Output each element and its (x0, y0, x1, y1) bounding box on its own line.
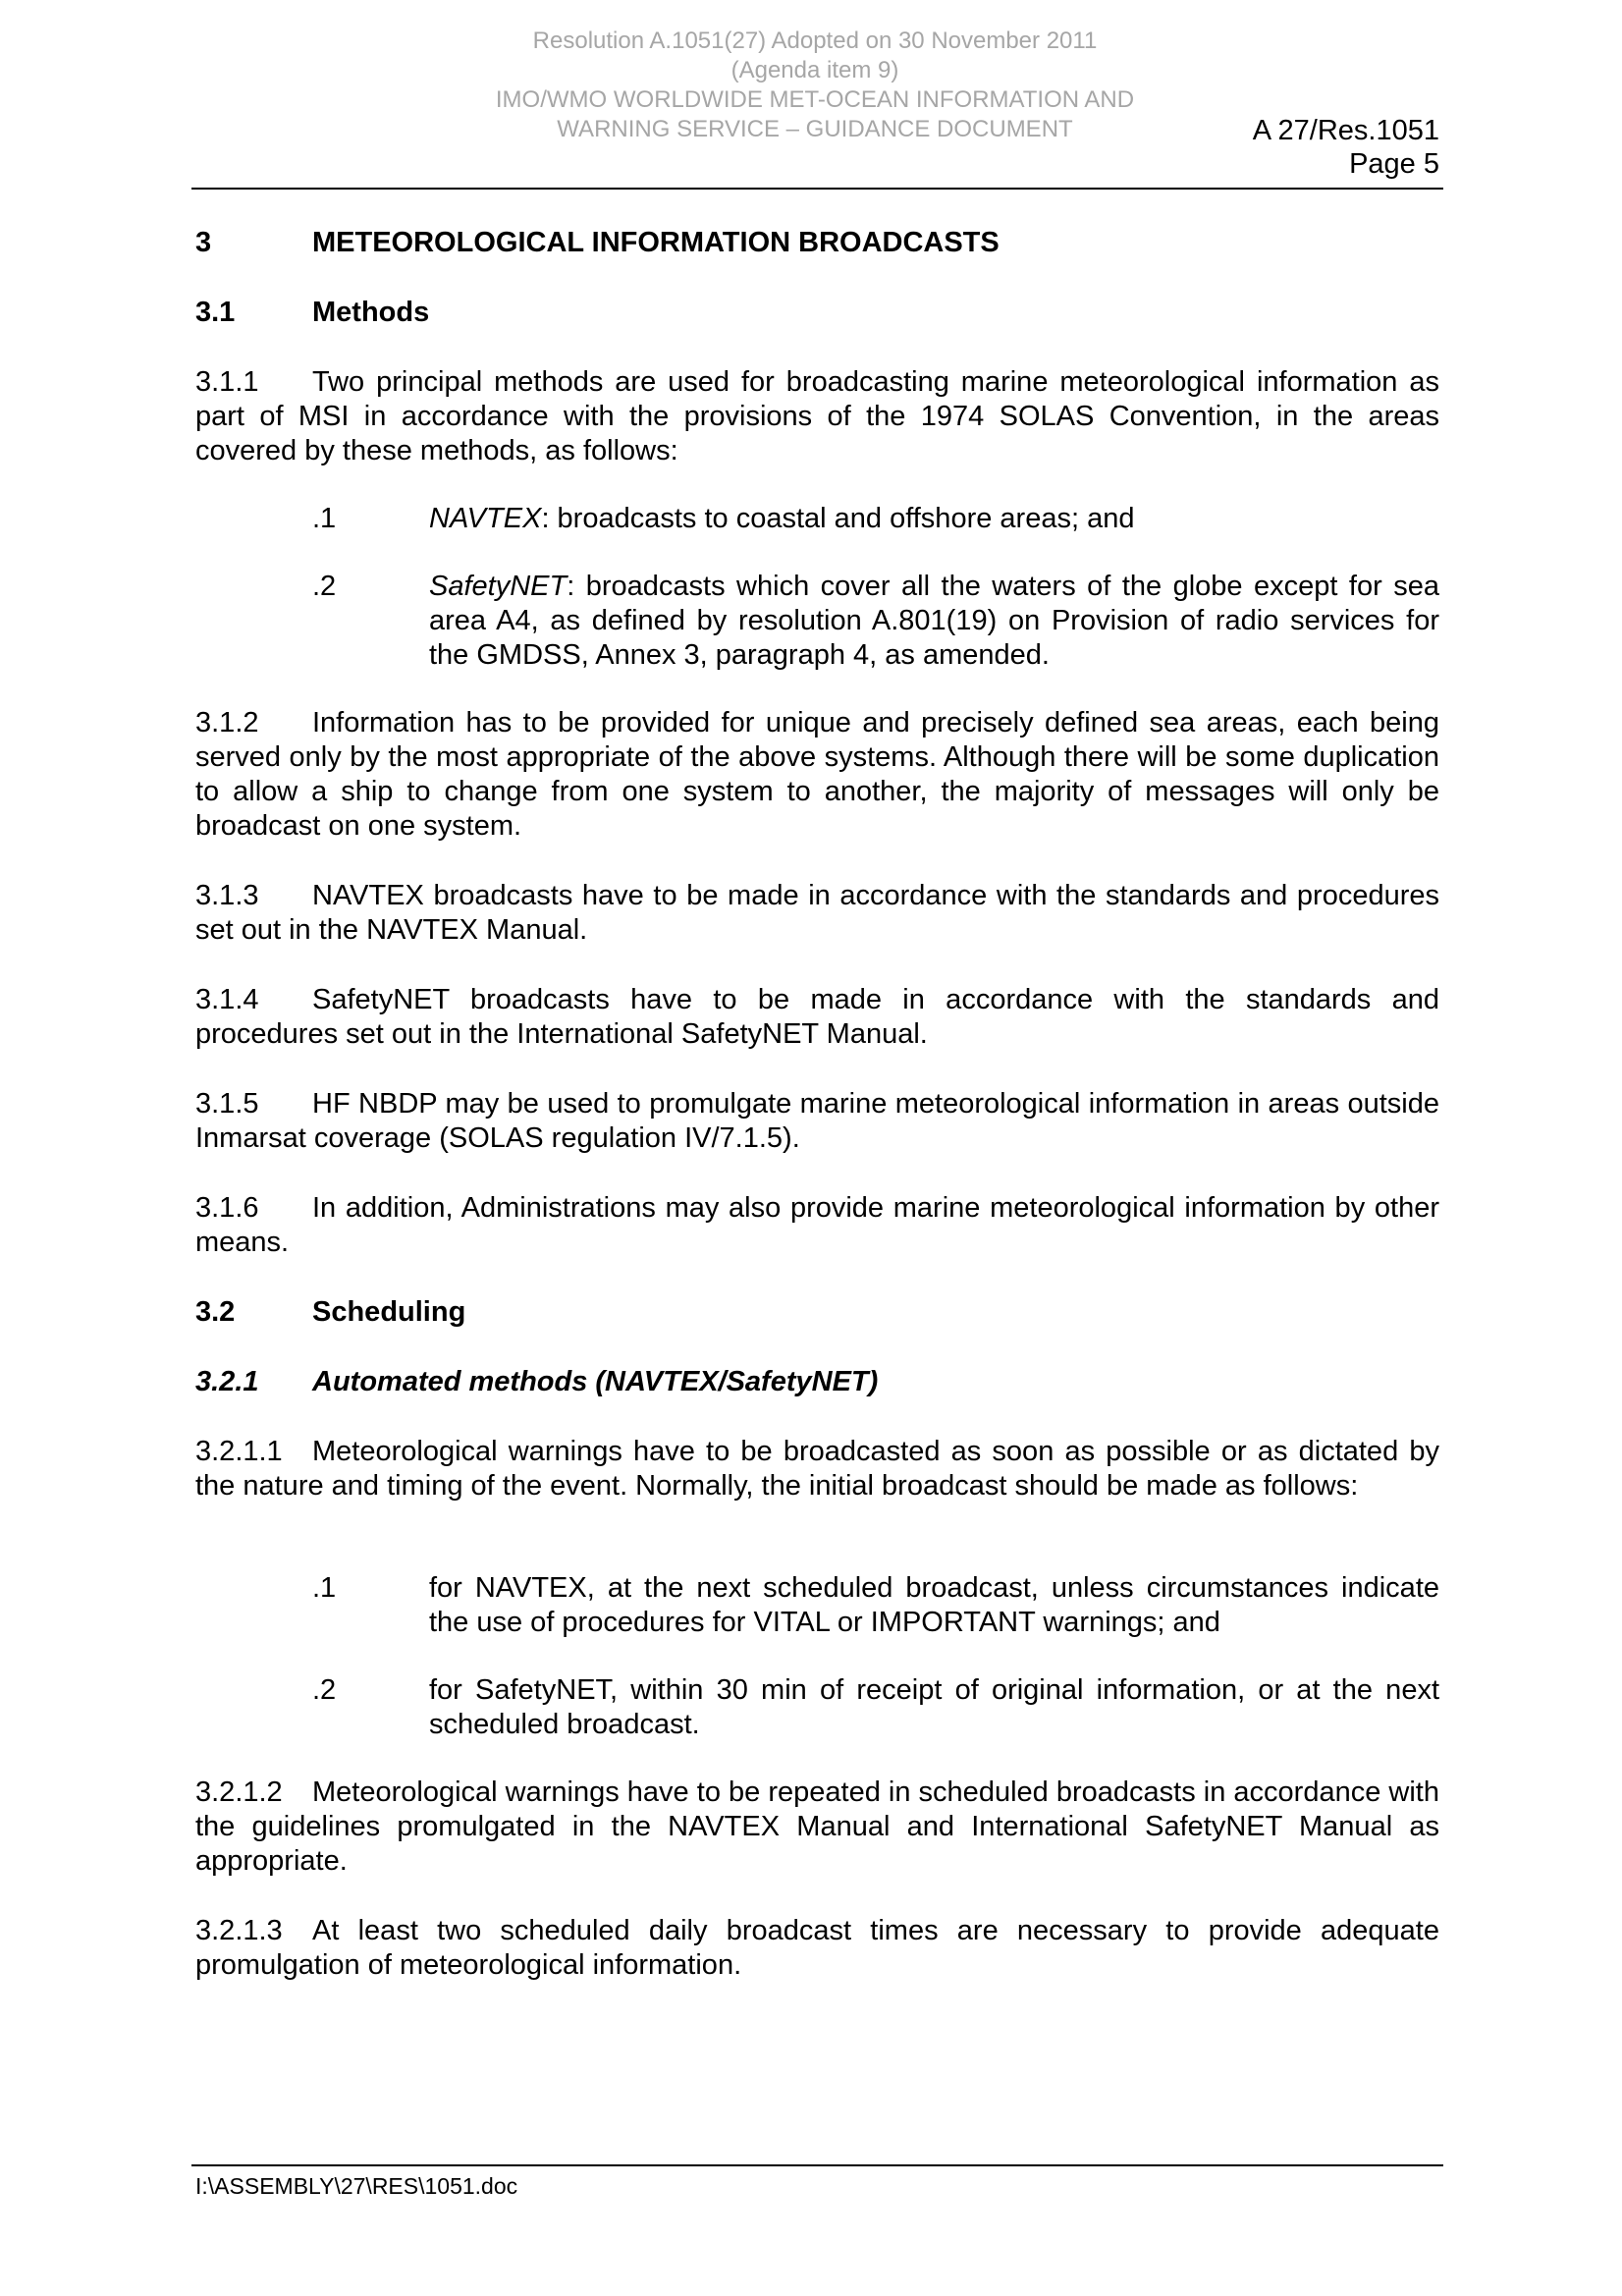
paragraph-number: 3.2.1.2 (195, 1777, 283, 1808)
section-number: 3.2 (195, 1296, 236, 1328)
paragraph-number: 3.1.2 (195, 707, 259, 738)
header-rule (191, 188, 1443, 190)
paragraph-3-1-1 (195, 365, 1439, 468)
list-item-text: for NAVTEX, at the next scheduled broadcast, unless circumstances indicate the use of procedures for VITAL or IMPORTANT warnings; and (429, 1572, 1439, 1638)
section-number: 3.2.1 (195, 1366, 259, 1397)
paragraph-text: NAVTEX broadcasts have to be made in accordance with the standards and procedures set out in the NAVTEX Manual. (195, 880, 1439, 946)
paragraph-number: 3.1.1 (195, 366, 259, 398)
paragraph-3-1-6 (195, 1191, 1439, 1260)
list-item-3-2-1-1-2 (312, 1673, 1439, 1742)
list-item-term: NAVTEX (429, 503, 542, 534)
document-reference (1253, 114, 1439, 181)
section-heading-3 (195, 226, 1439, 260)
paragraph-number: 3.1.3 (195, 880, 259, 911)
paragraph-number: 3.1.4 (195, 984, 259, 1015)
watermark-line-2: (Agenda item 9) (730, 57, 899, 83)
paragraph-3-1-4 (195, 983, 1439, 1052)
paragraph-number: 3.1.6 (195, 1192, 259, 1224)
list-item-term: SafetyNET (429, 571, 568, 602)
list-item-number: .1 (312, 1572, 337, 1604)
list-item-number: .2 (312, 571, 337, 602)
section-title: Automated methods (NAVTEX/SafetyNET) (312, 1366, 879, 1397)
list-item-3-1-1-2 (312, 570, 1439, 673)
list-item-text: for SafetyNET, within 30 min of receipt of original information, or at the next scheduled broadcast. (429, 1674, 1439, 1740)
paragraph-3-2-1-3 (195, 1914, 1439, 1983)
paragraph-3-2-1-1 (195, 1435, 1439, 1503)
section-heading-3-1 (195, 296, 1439, 330)
paragraph-text: Information has to be provided for unique and precisely defined sea areas, each being served only by the most appropriate of the above systems. Although there will be some duplication to allow a ship to change from one system to another, the majority of messages will only be broadcast on one system. (195, 707, 1439, 842)
paragraph-number: 3.2.1.3 (195, 1915, 283, 1946)
paragraph-text: HF NBDP may be used to promulgate marine meteorological information in areas outside Inmarsat coverage (SOLAS regulation IV/7.1.5). (195, 1088, 1439, 1154)
page-number: Page 5 (1349, 148, 1439, 180)
paragraph-text: Two principal methods are used for broadcasting marine meteorological information as part of MSI in accordance with the provisions of the 1974 SOLAS Convention, in the areas covered by these methods, as follows: (195, 366, 1439, 466)
list-item-3-2-1-1-1 (312, 1571, 1439, 1640)
watermark-line-1: Resolution A.1051(27) Adopted on 30 November 2011 (532, 27, 1098, 54)
footer-file-path: I:\ASSEMBLY\27\RES\1051.doc (195, 2173, 518, 2199)
paragraph-3-1-5 (195, 1087, 1439, 1156)
paragraph-3-1-2 (195, 706, 1439, 844)
paragraph-3-2-1-2 (195, 1776, 1439, 1879)
section-title: Scheduling (312, 1296, 466, 1328)
watermark-line-3: IMO/WMO WORLDWIDE MET-OCEAN INFORMATION AND (495, 86, 1135, 113)
paragraph-number: 3.1.5 (195, 1088, 259, 1120)
paragraph-3-1-3 (195, 879, 1439, 948)
section-heading-3-2 (195, 1295, 1439, 1330)
paragraph-text: In addition, Administrations may also provide marine meteorological information by other means. (195, 1192, 1439, 1258)
section-number: 3.1 (195, 297, 236, 328)
list-item-number: .1 (312, 503, 337, 534)
paragraph-text: At least two scheduled daily broadcast times are necessary to provide adequate promulgation of meteorological information. (195, 1915, 1439, 1981)
list-item-3-1-1-1 (312, 502, 1439, 536)
paragraph-text: SafetyNET broadcasts have to be made in accordance with the standards and procedures set out in the International SafetyNET Manual. (195, 984, 1439, 1050)
section-title: Methods (312, 297, 430, 328)
watermark-line-4: WARNING SERVICE – GUIDANCE DOCUMENT (557, 116, 1073, 142)
section-heading-3-2-1 (195, 1365, 1439, 1399)
section-title: METEOROLOGICAL INFORMATION BROADCASTS (312, 227, 1000, 258)
list-item-number: .2 (312, 1674, 337, 1706)
section-number: 3 (195, 227, 212, 258)
document-number: A 27/Res.1051 (1252, 115, 1439, 146)
resolution-watermark (432, 27, 1198, 144)
list-item-text: : broadcasts to coastal and offshore areas; and (541, 503, 1135, 534)
paragraph-number: 3.2.1.1 (195, 1436, 283, 1467)
paragraph-text: Meteorological warnings have to be repeated in scheduled broadcasts in accordance with the guidelines promulgated in the NAVTEX Manual and International SafetyNET Manual as appropriate. (195, 1777, 1439, 1877)
list-item-text: : broadcasts which cover all the waters of the globe except for sea area A4, as defined by resolution A.801(19) on Provision of radio services for the GMDSS, Annex 3, paragraph 4, as amended. (429, 571, 1439, 671)
paragraph-text: Meteorological warnings have to be broadcasted as soon as possible or as dictated by the nature and timing of the event. Normally, the initial broadcast should be made as follows: (195, 1436, 1439, 1502)
footer-rule (191, 2164, 1443, 2166)
